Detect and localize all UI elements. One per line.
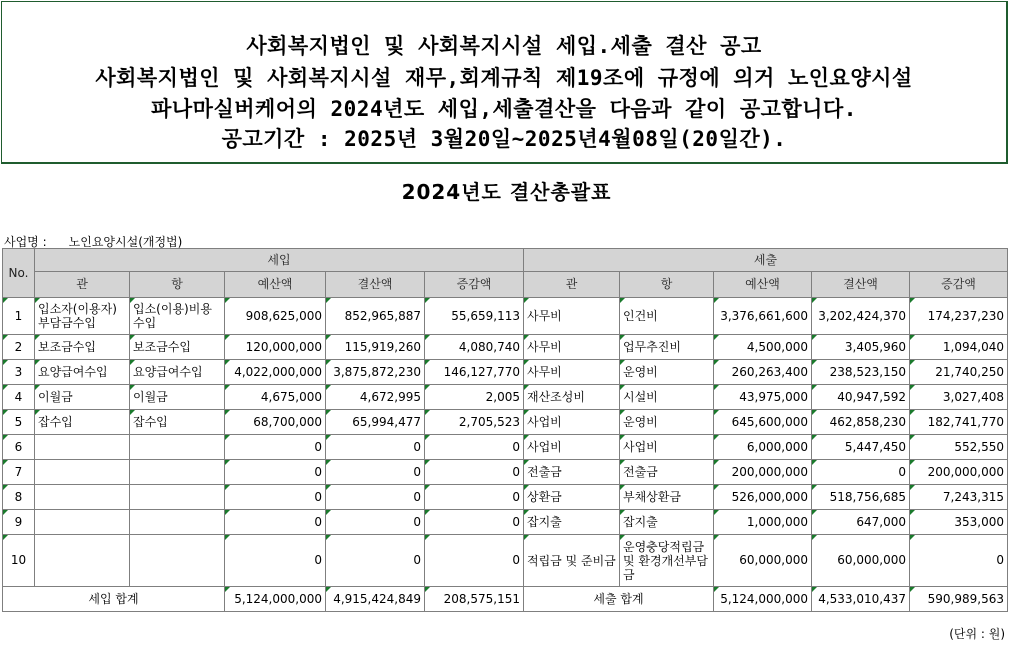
income-budget: 0 [225,485,326,510]
income-diff: 0 [425,435,524,460]
income-hang [130,460,225,485]
business-value: 노인요양시설(개정법) [68,235,183,249]
expense-diff: 7,243,315 [910,485,1008,510]
header-in-budget: 예산액 [225,272,326,298]
expense-settle: 3,405,960 [812,335,910,360]
expense-settle: 518,756,685 [812,485,910,510]
row-no: 9 [3,510,35,535]
row-no: 5 [3,410,35,435]
expense-budget: 260,263,400 [714,360,812,385]
expense-hang: 전출금 [620,460,714,485]
income-diff: 2,705,523 [425,410,524,435]
income-diff: 2,005 [425,385,524,410]
header-ex-gwan: 관 [524,272,620,298]
income-gwan [35,485,130,510]
expense-hang: 인건비 [620,298,714,335]
table-row [3,410,1008,435]
header-ex-budget: 예산액 [714,272,812,298]
income-settle: 0 [326,460,425,485]
expense-gwan: 전출금 [524,460,620,485]
income-settle: 3,875,872,230 [326,360,425,385]
expense-diff: 174,237,230 [910,298,1008,335]
expense-settle: 238,523,150 [812,360,910,385]
expense-gwan: 사무비 [524,335,620,360]
report-title: 2024년도 결산총괄표 [401,180,612,204]
income-settle: 0 [326,485,425,510]
unit-note: (단위 : 원) [949,627,1005,641]
table-header-row-2 [3,272,1008,298]
row-no: 7 [3,460,35,485]
income-hang: 입소(이용)비용수입 [130,298,225,335]
income-gwan: 요양급여수입 [35,360,130,385]
expense-total-diff: 590,989,563 [910,587,1008,612]
row-no: 3 [3,360,35,385]
income-hang [130,435,225,460]
business-label: 사업명 : [4,235,47,249]
header-ex-hang: 항 [620,272,714,298]
expense-total-budget: 5,124,000,000 [714,587,812,612]
expense-budget: 60,000,000 [714,535,812,587]
income-budget: 68,700,000 [225,410,326,435]
table-row [3,360,1008,385]
expense-gwan: 재산조성비 [524,385,620,410]
expense-hang: 업무추진비 [620,335,714,360]
expense-diff: 1,094,040 [910,335,1008,360]
expense-gwan: 사업비 [524,410,620,435]
income-budget: 0 [225,510,326,535]
income-budget: 0 [225,535,326,587]
income-gwan [35,460,130,485]
income-hang [130,485,225,510]
income-hang [130,535,225,587]
expense-settle: 40,947,592 [812,385,910,410]
expense-budget: 3,376,661,600 [714,298,812,335]
row-no: 6 [3,435,35,460]
expense-hang: 운영비 [620,410,714,435]
expense-settle: 647,000 [812,510,910,535]
expense-diff: 200,000,000 [910,460,1008,485]
table-row [3,435,1008,460]
expense-diff: 0 [910,535,1008,587]
income-settle: 115,919,260 [326,335,425,360]
notice-box [1,1,1008,164]
income-budget: 0 [225,460,326,485]
header-in-settle: 결산액 [326,272,425,298]
expense-gwan: 사무비 [524,298,620,335]
expense-hang: 부채상환금 [620,485,714,510]
expense-diff: 353,000 [910,510,1008,535]
table-row [3,460,1008,485]
income-gwan [35,435,130,460]
expense-total-settle: 4,533,010,437 [812,587,910,612]
expense-settle: 5,447,450 [812,435,910,460]
income-hang [130,510,225,535]
expense-diff: 552,550 [910,435,1008,460]
header-in-gwan: 관 [35,272,130,298]
row-no: 1 [3,298,35,335]
table-row [3,535,1008,587]
table-row [3,485,1008,510]
income-diff: 0 [425,510,524,535]
table-row [3,335,1008,360]
expense-hang: 잡지출 [620,510,714,535]
expense-settle: 3,202,424,370 [812,298,910,335]
totals-row [3,587,1008,612]
header-income: 세입 [35,249,524,272]
income-diff: 4,080,740 [425,335,524,360]
expense-budget: 6,000,000 [714,435,812,460]
row-no: 4 [3,385,35,410]
expense-budget: 4,500,000 [714,335,812,360]
income-settle: 0 [326,535,425,587]
income-settle: 65,994,477 [326,410,425,435]
expense-gwan: 사업비 [524,435,620,460]
expense-settle: 462,858,230 [812,410,910,435]
income-settle: 0 [326,435,425,460]
income-gwan: 보조금수입 [35,335,130,360]
income-diff: 0 [425,460,524,485]
expense-budget: 200,000,000 [714,460,812,485]
expense-gwan: 잡지출 [524,510,620,535]
income-budget: 4,675,000 [225,385,326,410]
expense-settle: 60,000,000 [812,535,910,587]
expense-budget: 43,975,000 [714,385,812,410]
header-in-diff: 증감액 [425,272,524,298]
expense-hang: 운영비 [620,360,714,385]
income-budget: 0 [225,435,326,460]
income-hang: 이월금 [130,385,225,410]
income-budget: 120,000,000 [225,335,326,360]
expense-hang: 운영충당적립금 및 환경개선부담금 [620,535,714,587]
expense-gwan: 적립금 및 준비금 [524,535,620,587]
income-diff: 0 [425,535,524,587]
notice-line-4: 공고기간 : 2025년 3월20일~2025년4월08일(20일간). [221,127,787,151]
expense-settle: 0 [812,460,910,485]
table-header-row-1 [3,249,1008,272]
header-ex-settle: 결산액 [812,272,910,298]
row-no: 10 [3,535,35,587]
header-in-hang: 항 [130,272,225,298]
row-no: 2 [3,335,35,360]
income-hang: 보조금수입 [130,335,225,360]
expense-hang: 사업비 [620,435,714,460]
income-settle: 0 [326,510,425,535]
expense-diff: 3,027,408 [910,385,1008,410]
income-gwan [35,510,130,535]
expense-gwan: 사무비 [524,360,620,385]
expense-hang: 시설비 [620,385,714,410]
expense-total-label: 세출 합계 [524,587,714,612]
expense-budget: 645,600,000 [714,410,812,435]
income-gwan: 잡수입 [35,410,130,435]
expense-budget: 1,000,000 [714,510,812,535]
income-total-diff: 208,575,151 [425,587,524,612]
header-expense: 세출 [524,249,1008,272]
income-hang: 요양급여수입 [130,360,225,385]
income-budget: 908,625,000 [225,298,326,335]
row-no: 8 [3,485,35,510]
income-diff: 146,127,770 [425,360,524,385]
income-settle: 852,965,887 [326,298,425,335]
expense-gwan: 상환금 [524,485,620,510]
income-hang: 잡수입 [130,410,225,435]
header-ex-diff: 증감액 [910,272,1008,298]
income-total-budget: 5,124,000,000 [225,587,326,612]
notice-line-3: 파나마실버케어의 2024년도 세입,세출결산을 다음과 같이 공고합니다. [151,97,857,121]
table-row [3,298,1008,335]
income-gwan: 입소자(이용자)부담금수입 [35,298,130,335]
expense-diff: 182,741,770 [910,410,1008,435]
expense-budget: 526,000,000 [714,485,812,510]
income-settle: 4,672,995 [326,385,425,410]
notice-line-2: 사회복지법인 및 사회복지시설 재무,회계규칙 제19조에 규정에 의거 노인요양시설 [95,66,913,90]
expense-diff: 21,740,250 [910,360,1008,385]
income-total-settle: 4,915,424,849 [326,587,425,612]
income-gwan: 이월금 [35,385,130,410]
table-row [3,510,1008,535]
notice-line-1: 사회복지법인 및 사회복지시설 세입.세출 결산 공고 [246,34,762,58]
income-diff: 55,659,113 [425,298,524,335]
income-budget: 4,022,000,000 [225,360,326,385]
settlement-table [2,248,1008,612]
income-diff: 0 [425,485,524,510]
table-row [3,385,1008,410]
header-no: No. [3,249,35,298]
income-gwan [35,535,130,587]
income-total-label: 세입 합계 [3,587,225,612]
